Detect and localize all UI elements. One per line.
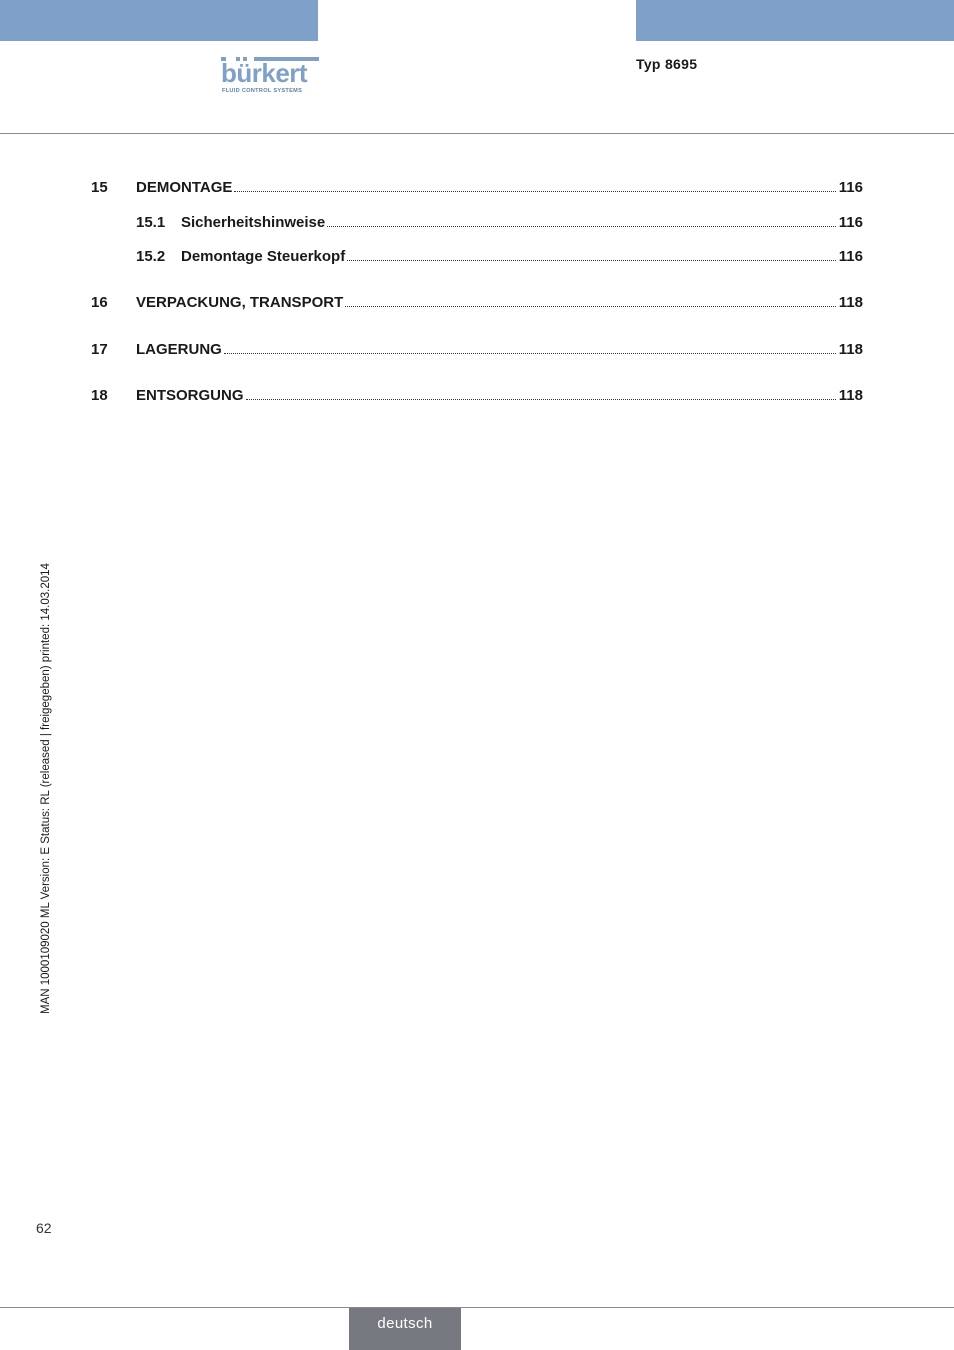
toc-number: 15 bbox=[91, 179, 108, 196]
toc-number: 15.2 bbox=[136, 248, 166, 265]
toc-title: DEMONTAGE bbox=[136, 179, 233, 196]
toc-entry[interactable] bbox=[91, 340, 863, 360]
toc-dot-leader bbox=[224, 353, 836, 354]
toc-page-number: 118 bbox=[838, 387, 863, 404]
toc-page-number: 116 bbox=[838, 248, 863, 265]
toc-dot-leader bbox=[347, 260, 836, 261]
burkert-logo bbox=[221, 57, 321, 97]
toc-number: 17 bbox=[91, 341, 108, 358]
toc-number: 16 bbox=[91, 294, 108, 311]
toc-page-number: 116 bbox=[838, 179, 863, 196]
document-metadata-note: MAN 1000109020 ML Version: E Status: RL (released | freigegeben) printed: 14.03.2014 bbox=[40, 563, 52, 1014]
header-divider bbox=[0, 133, 954, 134]
toc-title: Demontage Steuerkopf bbox=[181, 248, 346, 265]
toc-page-number: 118 bbox=[838, 294, 863, 311]
language-tab: deutsch bbox=[349, 1308, 461, 1350]
toc-entry[interactable] bbox=[91, 293, 863, 313]
toc-dot-leader bbox=[246, 399, 836, 400]
header-bar-left bbox=[0, 0, 318, 41]
toc-entry[interactable] bbox=[136, 247, 863, 267]
toc-number: 15.1 bbox=[136, 214, 166, 231]
toc-dot-leader bbox=[345, 306, 836, 307]
toc-title: ENTSORGUNG bbox=[136, 387, 244, 404]
header-bar-right bbox=[636, 0, 954, 41]
logo-wordmark: bürkert bbox=[221, 58, 308, 88]
footer-divider bbox=[0, 1307, 954, 1308]
toc-page-number: 116 bbox=[838, 214, 863, 231]
document-type: Typ 8695 bbox=[636, 56, 698, 72]
toc-entry[interactable] bbox=[91, 178, 863, 198]
page-number: 62 bbox=[36, 1220, 52, 1236]
toc-page-number: 118 bbox=[838, 341, 863, 358]
logo-tagline: FLUID CONTROL SYSTEMS bbox=[222, 88, 303, 94]
toc-entry[interactable] bbox=[91, 386, 863, 406]
toc-dot-leader bbox=[234, 191, 835, 192]
toc-title: VERPACKUNG, TRANSPORT bbox=[136, 294, 344, 311]
toc-title: LAGERUNG bbox=[136, 341, 222, 358]
toc-number: 18 bbox=[91, 387, 108, 404]
toc-title: Sicherheitshinweise bbox=[181, 214, 326, 231]
toc-entry[interactable] bbox=[136, 213, 863, 233]
toc-dot-leader bbox=[327, 226, 836, 227]
